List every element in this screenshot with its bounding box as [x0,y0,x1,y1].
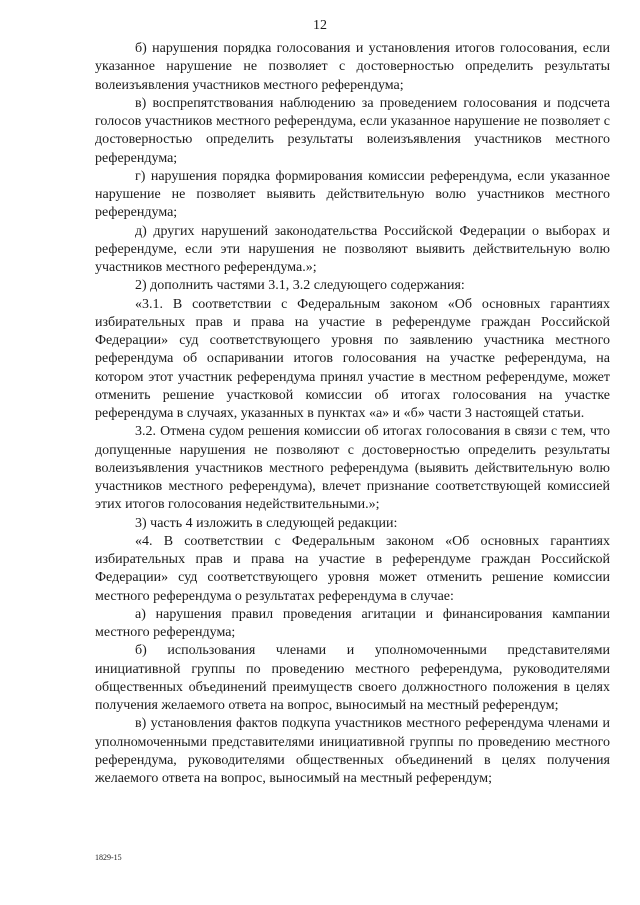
paragraph: в) установления фактов подкупа участников местного референдума членами и уполномоченными представителями инициативной группы по проведению местного референдума, руководителями общественных объединений в целях получения желаемого ответа на вопрос, выносимый на местный референдум; [95,716,610,786]
paragraph: в) воспрепятствования наблюдению за проведением голосования и подсчета голосов участников местного референдума, если указанное нарушение не позволяет с достоверностью определить результаты волеизъявления участников местного референдума; [95,95,610,166]
paragraph: б) нарушения порядка голосования и установления итогов голосования, если указанное нарушение не позволяет с достоверностью определить результаты волеизъявления участников местного референдума; [95,41,610,93]
document-code: 1829-15 [95,853,122,862]
document-body [95,40,610,788]
paragraph: б) использования членами и уполномоченными представителями инициативной группы по проведению местного референдума, руководителями общественных объединений преимуществ своего должностного положения в целях получения желаемого ответа на вопрос, выносимый на местный референдум; [95,643,610,713]
paragraph: 3.2. Отмена судом решения комиссии об итогах голосования в связи с тем, что допущенные нарушения не позволяют с достоверностью определить результаты волеизъявления участников местного референдума (выявить действительную волю участников местного референдума), влечет признание соответствующей комиссией этих итогов голосования недействительными.»; [95,424,610,513]
paragraph: 3) часть 4 изложить в следующей редакции: [135,515,398,531]
paragraph: д) других нарушений законодательства Российской Федерации о выборах и референдуме, если эти нарушения не позволяют выявить действительную волю участников местного референдума.»; [95,223,610,275]
paragraph: а) нарушения правил проведения агитации и финансирования кампании местного референдума; [95,606,610,640]
paragraph: «3.1. В соответствии с Федеральным законом «Об основных гарантиях избирательных прав и права на участие в референдуме граждан Российской Федерации» суд соответствующего уровня по заявлению участника местного референдума об оспаривании итогов голосования на участке референдума, на котором этот участник референдума принял участие в местном референдуме, может отменить решение участковой комиссии об итогах голосования на участке референдума в случаях, указанных в пунктах «а» и «б» части 3 настоящей статьи. [95,296,610,421]
page-number: 12 [313,18,327,33]
paragraph: 2) дополнить частями 3.1, 3.2 следующего содержания: [135,278,465,294]
paragraph: «4. В соответствии с Федеральным законом «Об основных гарантиях избирательных прав и права на участие в референдуме граждан Российской Федерации» суд соответствующего уровня может отменить решение комиссии местного референдума о результатах референдума в случае: [95,533,610,604]
paragraph: г) нарушения порядка формирования комиссии референдума, если указанное нарушение не позволяет выявить действительную волю участников местного референдума; [95,168,610,221]
